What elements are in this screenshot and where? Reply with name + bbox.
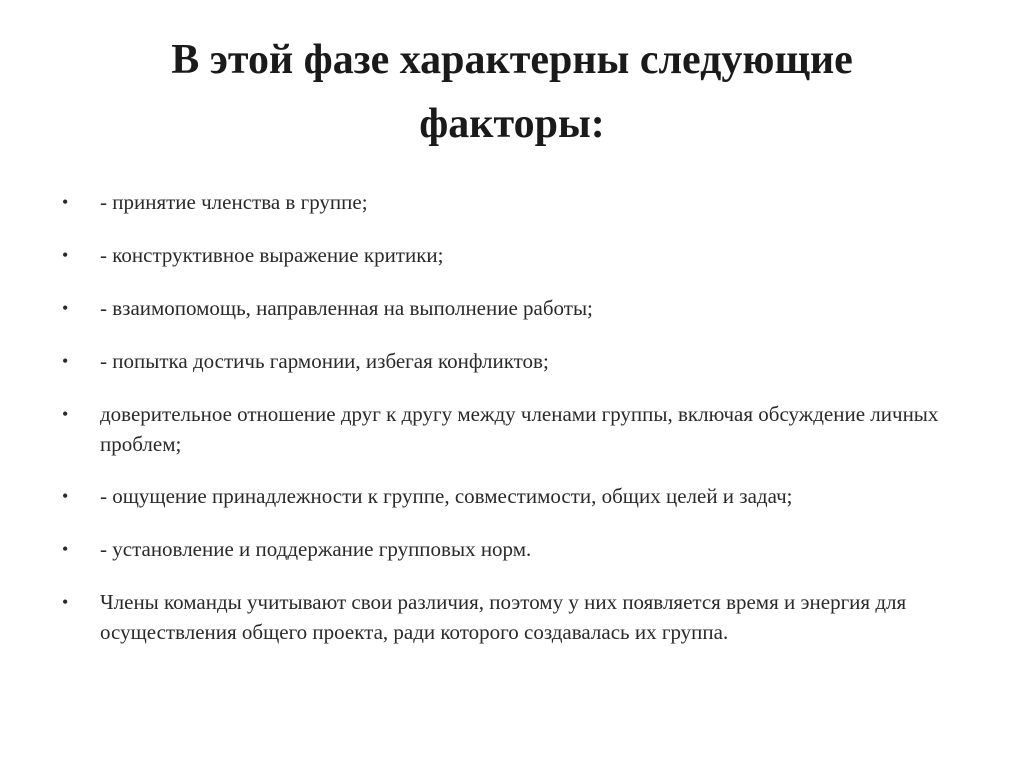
list-item-text: - конструктивное выражение критики; (100, 243, 444, 267)
bullet-icon: • (62, 351, 69, 371)
list-item (58, 346, 978, 376)
list-item (58, 240, 978, 270)
list-item-text: - ощущение принадлежности к группе, совместимости, общих целей и задач; (100, 484, 793, 508)
bullet-list (58, 187, 978, 647)
list-item (58, 481, 978, 511)
list-item-text: - установление и поддержание групповых норм. (100, 537, 532, 561)
bullet-icon: • (62, 539, 69, 559)
bullet-icon: • (62, 486, 69, 506)
list-item-text: - принятие членства в группе; (100, 190, 368, 214)
list-item-text: Члены команды учитывают свои различия, поэтому у них появляется время и энергия для осуществления общего проекта, ради которого создавалась их группа. (100, 590, 907, 644)
slide-title (90, 28, 934, 156)
list-item (58, 399, 978, 459)
list-item (58, 534, 978, 564)
bullet-icon: • (62, 592, 69, 612)
list-item-text: - попытка достичь гармонии, избегая конфликтов; (100, 349, 549, 373)
list-item (58, 187, 978, 217)
bullet-icon: • (62, 245, 69, 265)
list-item-text: - взаимопомощь, направленная на выполнение работы; (100, 296, 593, 320)
slide-title-line-2: факторы: (419, 101, 605, 147)
bullet-icon: • (62, 404, 69, 424)
bullet-icon: • (62, 298, 69, 318)
slide-title-line-1: В этой фазе характерны следующие (171, 37, 853, 83)
list-item (58, 293, 978, 323)
list-item (58, 587, 978, 647)
bullet-icon: • (62, 192, 69, 212)
list-item-text: доверительное отношение друг к другу между членами группы, включая обсуждение личных проблем; (100, 402, 939, 456)
